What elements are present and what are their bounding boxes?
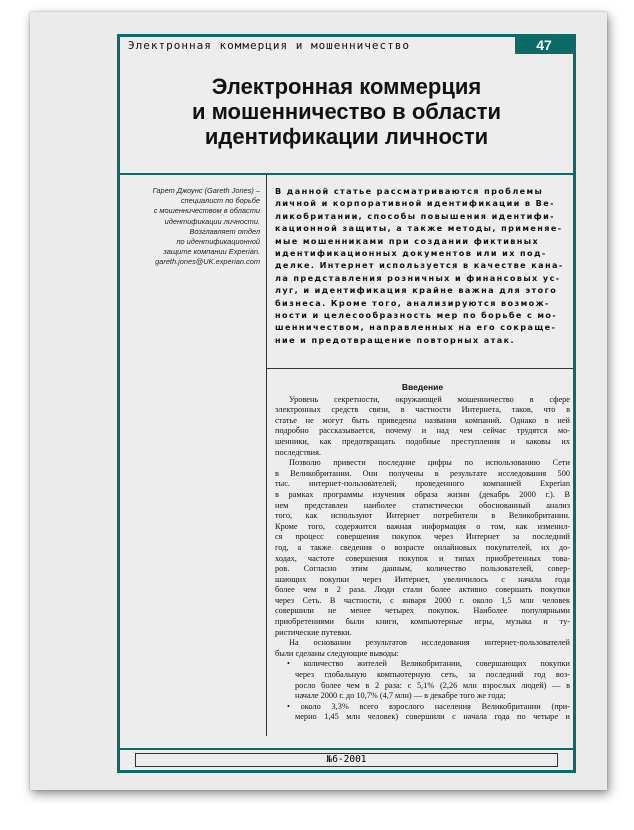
bullet-item <box>275 659 570 701</box>
abstract-line: ности и целесообразность мер по борьбе с мо- <box>275 310 558 321</box>
text-line: год, а также сведения о возрасте онлайновых покупателей, их до- <box>275 542 570 552</box>
bullet-line: • около 3,3% всего взрослого населения Великобритании (при- <box>287 701 570 711</box>
text-line: в Великобритании. Они получены в результате исследования 500 <box>275 468 570 478</box>
bullet-line: мерно 1,45 млн человек) совершили с начала года по четыре и <box>295 712 570 722</box>
abstract-line: мые мошенниками при создании фиктивных <box>275 235 540 246</box>
text-line: ходах, частоте совершения покупок и типах приобретенных това- <box>275 553 570 563</box>
abstract-line: личной и корпоративной идентификации в Ве- <box>275 198 555 209</box>
title-line: идентификации личности <box>204 124 489 149</box>
author-line: идентификации личности. <box>164 216 260 226</box>
title-line: и мошенничество в области <box>191 99 502 124</box>
author-email: gareth.jones@UK.experian.com <box>155 257 260 267</box>
section-heading: Введение <box>401 382 444 392</box>
issue-number: №6-2001 <box>135 753 558 767</box>
text-line: Позволю привести последние цифры по использованию Сети <box>289 458 570 468</box>
author-line: специалист по борьбе <box>180 196 260 206</box>
text-line: Кроме того, содержится важная информация о том, как изменил- <box>275 521 570 531</box>
page-number: 47 <box>515 36 573 55</box>
text-line: Уровень секретности, окружающей мошенничество в сфере <box>289 394 570 404</box>
text-line: совершили не менее четырех покупок. Наиболее популярными <box>275 606 570 616</box>
bullet-line: начале 2000 г. до 10,7% (4,7 млн) — в декабре того же года; <box>295 691 506 701</box>
abstract-line: бизнеса. Кроме того, анализируются возмож- <box>275 297 550 308</box>
text-line: На основании результатов исследования интернет-пользователей <box>289 638 570 648</box>
text-line: шенники, как предотвращать подобные преступления и каковы их <box>275 436 570 446</box>
page-frame <box>117 34 576 773</box>
text-line: электронных средств связи, в частности Интернета, таков, что в <box>275 405 570 415</box>
author-line: Возглавляет отдел <box>189 226 260 236</box>
abstract-line: кационной защиты, а также методы, применяе- <box>275 223 563 234</box>
text-line: ров. Согласно этим данным, количество пользователей, совер- <box>275 564 570 574</box>
author-bio <box>120 175 267 369</box>
text-line: нем представлен наиболее статистически обоснованный анализ <box>275 500 570 510</box>
author-line: с мошенничеством в области <box>153 206 260 216</box>
paragraph <box>275 458 570 638</box>
text-line: ристические путевки. <box>275 627 352 637</box>
text-line: ся процесс совершения покупок через Интернет за последний <box>275 532 570 542</box>
abstract-line: В данной статье рассматриваются проблемы <box>275 186 544 196</box>
text-line: были сделаны следующие выводы: <box>275 648 399 658</box>
footer <box>120 748 573 770</box>
abstract-line: идентификационных документов или их под- <box>275 248 547 259</box>
text-line: последствия. <box>275 447 321 457</box>
abstract-line: делке. Интернет используется в качестве кана- <box>275 260 564 271</box>
abstract-line: шенничеством, направленных на его сокраще- <box>275 322 557 333</box>
magazine-page <box>30 12 607 790</box>
abstract-line: луг, и идентификация крайне важна для этого <box>275 285 558 296</box>
author-line: защите компании Experian. <box>163 247 260 257</box>
text-line: подробно рассказывается, почему и над чем сейчас трудятся мо- <box>275 426 570 436</box>
running-title: Электронная коммерция и мошенничество <box>128 39 411 52</box>
text-line: более чем в 2 раза. Люди стали более активно совершать покупки <box>275 585 570 595</box>
text-line: шающих покупки через Интернет, увеличилось с начала года <box>275 574 570 584</box>
bullet-line: • количество жителей Великобритании, совершающих покупки <box>287 659 570 669</box>
article-abstract <box>267 175 573 369</box>
article-body <box>275 382 570 723</box>
author-line: Гарет Джоунс (Gareth Jones) – <box>152 186 260 195</box>
text-line: приобретениями были книги, компьютерные игры, музыка и ту- <box>275 617 570 627</box>
author-line: по идентификационной <box>176 237 260 247</box>
article-title <box>120 54 573 175</box>
bullet-line: через глобальную компьютерную сеть, за последний год воз- <box>295 670 570 680</box>
title-line: Электронная коммерция <box>211 74 482 99</box>
paragraph <box>275 638 570 659</box>
bullet-line: росло более чем в 2 раза: с 5,1% (2,26 млн взрослых людей) — в <box>295 680 570 690</box>
paragraph <box>275 395 570 459</box>
text-line: через Сеть. В частности, с января 2000 г. около 1,5 млн человек <box>275 595 570 605</box>
text-line: того, как используют Интернет потребители в Великобритании. <box>275 511 570 521</box>
text-line: в рамках программы изучения образа жизни (декабрь 2000 г.). В <box>275 489 570 499</box>
column-divider <box>266 369 267 736</box>
bullet-item <box>275 702 570 723</box>
abstract-line: ние и предотвращение повторных атак. <box>275 334 515 345</box>
text-line: тыс. интернет-пользователей, проведенного компанией Experian <box>275 479 570 489</box>
text-line: статье не могут быть приведены названия компаний. Однако в ней <box>275 415 570 425</box>
abstract-line: ликобритании, способы повышения идентифи- <box>275 210 555 221</box>
abstract-line: ла представления розничных и финансовых ус- <box>275 272 561 283</box>
